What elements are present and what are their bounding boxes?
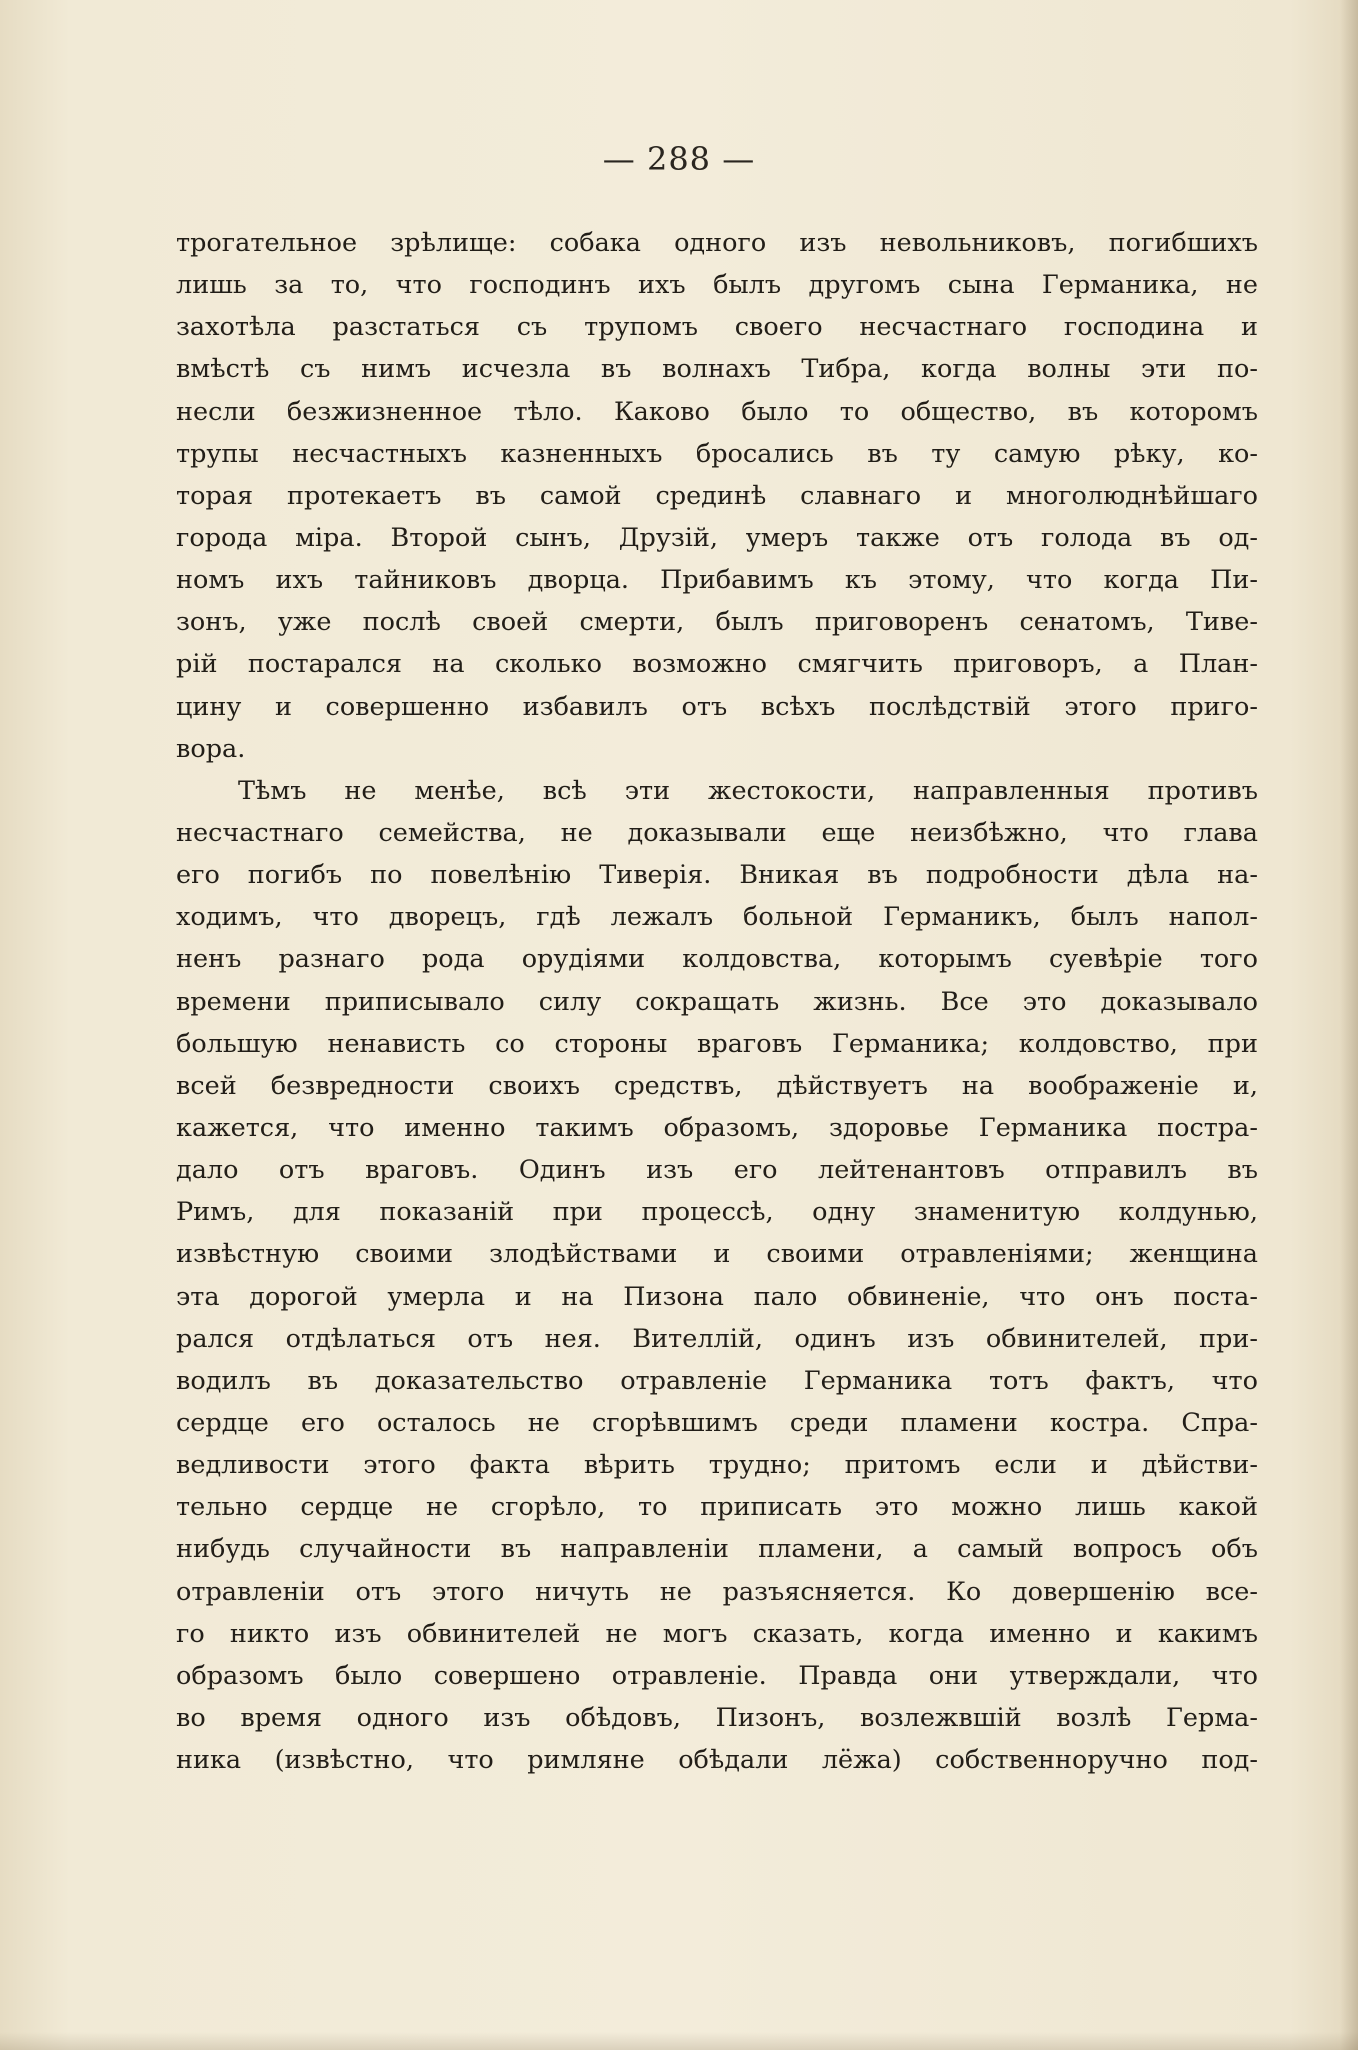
text-line: вора.	[176, 733, 246, 764]
text-line: кажется, что именно такимъ образомъ, здоровье Германика постра-	[176, 1112, 1258, 1143]
text-line: номъ ихъ тайниковъ дворца. Прибавимъ къ этому, что когда Пи-	[176, 565, 1258, 596]
text-line: торая протекаетъ въ самой срединѣ славнаго и многолюднѣйшаго	[176, 480, 1258, 511]
text-line: сердце его осталось не сгорѣвшимъ среди пламени костра. Спра-	[176, 1407, 1258, 1438]
text-line: вмѣстѣ съ нимъ исчезла въ волнахъ Тибра, когда волны эти по-	[176, 354, 1258, 385]
text-line: рій постарался на сколько возможно смягчить приговоръ, а План-	[176, 649, 1258, 680]
text-line: трогательное зрѣлище: собака одного изъ невольниковъ, погибшихъ	[176, 228, 1258, 258]
text-line: рался отдѣлаться отъ нея. Вителлій, одинъ изъ обвинителей, при-	[176, 1323, 1258, 1354]
text-line: трупы несчастныхъ казненныхъ бросались въ ту самую рѣку, ко-	[176, 438, 1258, 469]
text-line: эта дорогой умерла и на Пизона пало обвиненіе, что онъ поста-	[176, 1281, 1258, 1312]
text-line: извѣстную своими злодѣйствами и своими отравленіями; женщина	[176, 1239, 1258, 1270]
text-line: дало отъ враговъ. Одинъ изъ его лейтенантовъ отправилъ въ	[176, 1155, 1258, 1186]
text-line: ходимъ, что дворецъ, гдѣ лежалъ больной Германикъ, былъ напол-	[176, 902, 1258, 933]
text-line: образомъ было совершено отравленіе. Правда они утверждали, что	[176, 1660, 1258, 1691]
text-line: го никто изъ обвинителей не могъ сказать, когда именно и какимъ	[176, 1618, 1258, 1649]
text-line: времени приписывало силу сокращать жизнь. Все это доказывало	[176, 986, 1258, 1017]
text-line: всей безвредности своихъ средствъ, дѣйствуетъ на воображеніе и,	[176, 1070, 1258, 1101]
paragraph-1	[176, 222, 1258, 770]
page-bottom-shadow	[0, 2032, 1358, 2050]
text-line: большую ненависть со стороны враговъ Германика; колдовство, при	[176, 1028, 1258, 1059]
text-line: Тѣмъ не менѣе, всѣ эти жестокости, направленныя противъ	[238, 775, 1258, 806]
text-line: города міра. Второй сынъ, Друзій, умеръ также отъ голода въ од-	[176, 522, 1258, 553]
text-line: водилъ въ доказательство отравленіе Германика тотъ фактъ, что	[176, 1365, 1258, 1396]
text-line: зонъ, уже послѣ своей смерти, былъ приговоренъ сенатомъ, Тиве-	[176, 607, 1258, 638]
paragraph-2	[176, 770, 1258, 1781]
text-line: ненъ разнаго рода орудіями колдовства, которымъ суевѣріе того	[176, 944, 1258, 975]
text-line: несли безжизненное тѣло. Каково было то общество, въ которомъ	[176, 396, 1258, 427]
text-line: лишь за то, что господинъ ихъ былъ другомъ сына Германика, не	[176, 270, 1258, 301]
text-line: во время одного изъ обѣдовъ, Пизонъ, возлежвшій возлѣ Герма-	[176, 1702, 1258, 1733]
page-number: — 288 —	[602, 140, 756, 178]
body-text	[176, 222, 1258, 1781]
text-line: захотѣла разстаться съ трупомъ своего несчастнаго господина и	[176, 312, 1258, 343]
text-line: тельно сердце не сгорѣло, то приписать это можно лишь какой	[176, 1492, 1258, 1523]
text-line: Римъ, для показаній при процессѣ, одну знаменитую колдунью,	[176, 1197, 1258, 1228]
text-line: нибудь случайности въ направленіи пламени, а самый вопросъ объ	[176, 1534, 1258, 1565]
page-edge-shadow	[1340, 0, 1358, 2050]
text-line: ника (извѣстно, что римляне обѣдали лёжа) собственноручно под-	[176, 1745, 1258, 1776]
text-line: цину и совершенно избавилъ отъ всѣхъ послѣдствій этого приго-	[176, 691, 1258, 722]
text-line: несчастнаго семейства, не доказывали еще неизбѣжно, что глава	[176, 817, 1258, 848]
text-line: его погибъ по повелѣнію Тиверія. Вникая въ подробности дѣла на-	[176, 860, 1258, 891]
text-line: отравленіи отъ этого ничуть не разъясняется. Ко довершенію все-	[176, 1576, 1258, 1607]
text-line: ведливости этого факта вѣрить трудно; притомъ если и дѣйстви-	[176, 1450, 1258, 1481]
